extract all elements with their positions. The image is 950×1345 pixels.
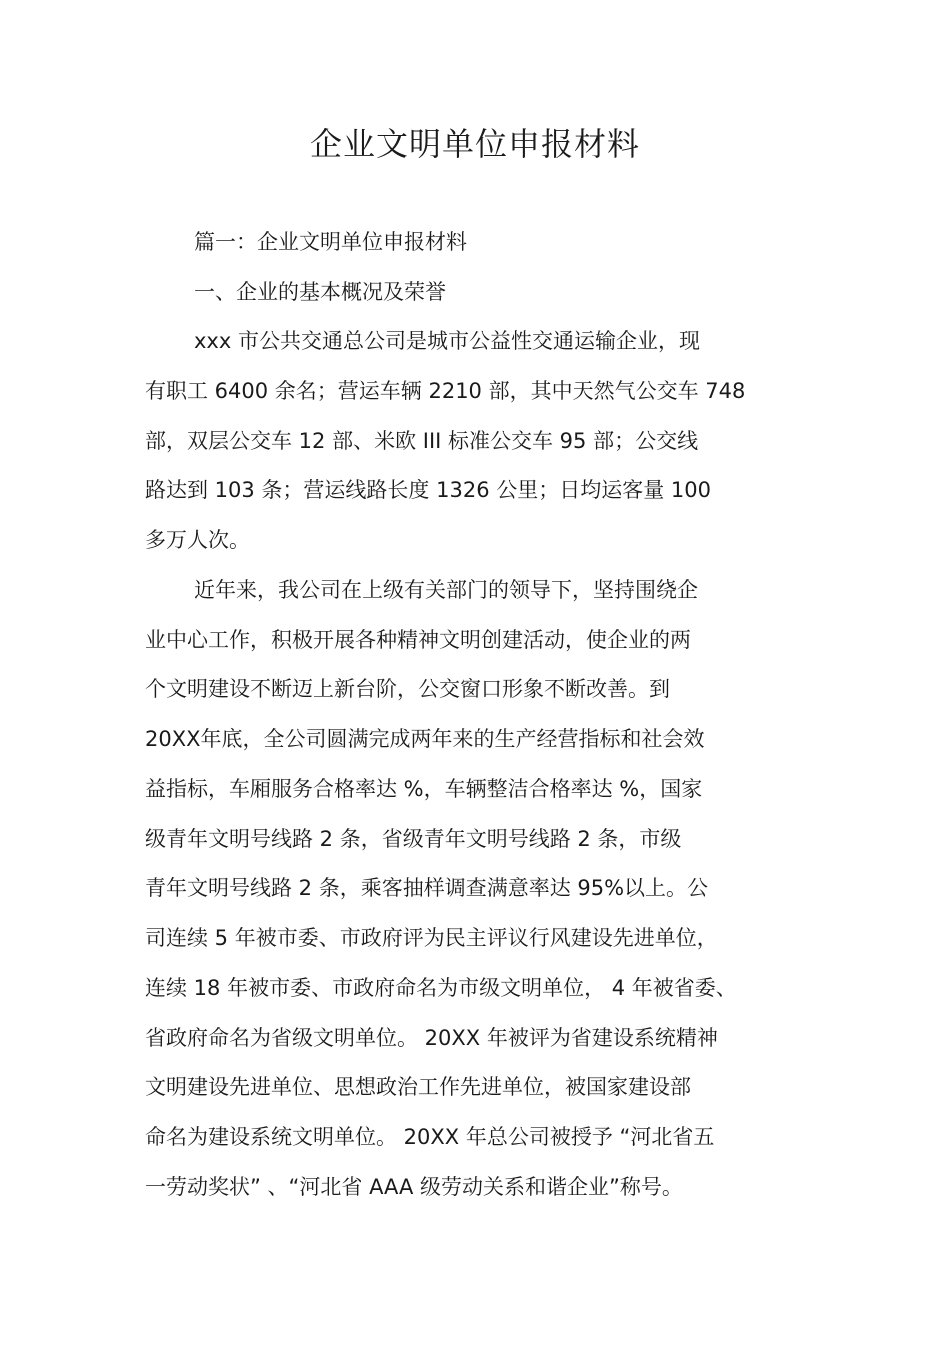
paragraph-line: 有职工 6400 余名；营运车辆 2210 部，其中天然气公交车 748 [145, 379, 746, 403]
paragraph-line: 益指标，车厢服务合格率达 %，车辆整洁合格率达 %，国家 [145, 777, 703, 801]
subsection-heading: 一、企业的基本概况及荣誉 [194, 280, 446, 304]
section-heading: 篇一：企业文明单位申报材料 [194, 230, 467, 254]
paragraph-line: 一劳动奖状” 、“河北省 AAA 级劳动关系和谐企业”称号。 [145, 1175, 683, 1199]
document-title: 企业文明单位申报材料 [309, 125, 640, 163]
paragraph-line: 部，双层公交车 12 部、米欧 III 标准公交车 95 部；公交线 [145, 429, 699, 453]
paragraph-line: 连续 18 年被市委、市政府命名为市级文明单位， 4 年被省委、 [145, 976, 737, 1000]
paragraph-line: 级青年文明号线路 2 条，省级青年文明号线路 2 条，市级 [145, 827, 682, 851]
paragraph-line: 个文明建设不断迈上新台阶，公交窗口形象不断改善。到 [145, 677, 670, 701]
paragraph-line: 路达到 103 条；营运线路长度 1326 公里；日均运客量 100 [145, 478, 711, 502]
paragraph-line: xxx 市公共交通总公司是城市公益性交通运输企业，现 [194, 329, 700, 353]
paragraph-line: 司连续 5 年被市委、市政府评为民主评议行风建设先进单位， [145, 926, 718, 950]
paragraph-line: 文明建设先进单位、思想政治工作先进单位，被国家建设部 [145, 1075, 691, 1099]
paragraph-line: 青年文明号线路 2 条，乘客抽样调查满意率达 95%以上。公 [145, 876, 709, 900]
paragraph-line: 业中心工作，积极开展各种精神文明创建活动，使企业的两 [145, 628, 691, 652]
paragraph-line: 近年来，我公司在上级有关部门的领导下，坚持围绕企 [194, 578, 698, 602]
paragraph-line: 20XX年底，全公司圆满完成两年来的生产经营指标和社会效 [145, 727, 705, 751]
paragraph-line: 多万人次。 [145, 528, 250, 552]
paragraph-line: 省政府命名为省级文明单位。 20XX 年被评为省建设系统精神 [145, 1026, 718, 1050]
paragraph-line: 命名为建设系统文明单位。 20XX 年总公司被授予 “河北省五 [145, 1125, 715, 1149]
